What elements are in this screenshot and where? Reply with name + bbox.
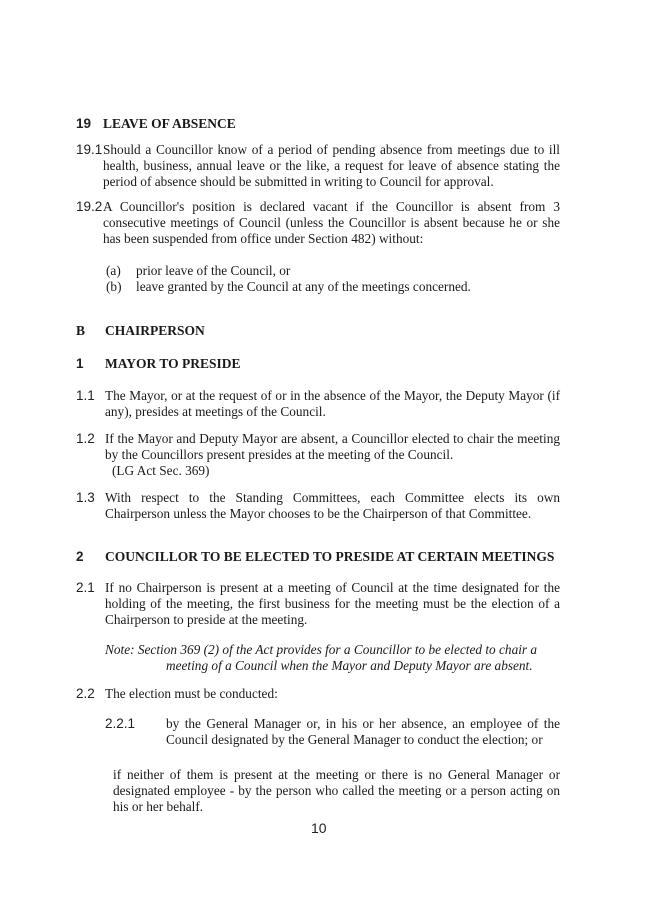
clause-text: If the Mayor and Deputy Mayor are absent, a Councillor elected to chair the meeting by the Councillors present presides at the meeting of the Council. (105, 431, 560, 462)
part-heading: CHAIRPERSON (105, 323, 205, 338)
subitem-label: (a) (106, 263, 121, 278)
clause-text: A Councillor's position is declared vacant if the Councillor is absent from 3 consecutive meetings of Council (unless the Councillor is absent because he or she has been suspended from office under Section 482) without: (103, 199, 560, 246)
subitem-label: (b) (106, 279, 122, 294)
section-heading: LEAVE OF ABSENCE (103, 116, 236, 131)
clause-number: 2.2 (76, 686, 95, 701)
clause-number: 1.3 (76, 490, 95, 505)
clause-number: 19.1 (76, 142, 103, 157)
page-number: 10 (311, 820, 327, 836)
continuation-text: if neither of them is present at the meeting or there is no General Manager or designated employee - by the person who called the meeting or a person acting on his or her behalf. (113, 767, 560, 814)
clause-number: 19.2 (76, 199, 103, 214)
clause-text: If no Chairperson is present at a meeting of Council at the time designated for the holding of the meeting, the first business for the meeting must be the election of a Chairperson to preside at the meeting. (105, 580, 560, 627)
section-number: 2 (76, 549, 84, 564)
section-number: 19 (76, 116, 92, 131)
clause-number: 1.1 (76, 388, 95, 403)
legal-reference: (LG Act Sec. 369) (112, 463, 210, 478)
clause-number: 2.1 (76, 580, 95, 595)
subclause-text: by the General Manager or, in his or her absence, an employee of the Council designated by the General Manager to conduct the election; or (166, 716, 560, 747)
clause-text: With respect to the Standing Committees, each Committee elects its own Chairperson unless the Mayor chooses to be the Chairperson of that Committee. (105, 490, 560, 521)
clause-text: The Mayor, or at the request of or in the absence of the Mayor, the Deputy Mayor (if any), presides at meetings of the Council. (105, 388, 560, 419)
note-line: Note: Section 369 (2) of the Act provides for a Councillor to be elected to chair a (105, 642, 538, 657)
clause-text: The election must be conducted: (105, 686, 278, 701)
section-heading: MAYOR TO PRESIDE (105, 356, 241, 371)
clause-text: Should a Councillor know of a period of pending absence from meetings due to ill health, business, annual leave or the like, a request for leave of absence stating the period of absence should be submitted in writing to Council for approval. (103, 142, 560, 189)
note-line: meeting of a Council when the Mayor and Deputy Mayor are absent. (166, 658, 533, 673)
subitem-text: leave granted by the Council at any of the meetings concerned. (136, 279, 471, 294)
part-letter: B (76, 323, 86, 338)
section-heading: COUNCILLOR TO BE ELECTED TO PRESIDE AT CERTAIN MEETINGS (105, 549, 555, 564)
subclause-number: 2.2.1 (105, 716, 136, 731)
clause-number: 1.2 (76, 431, 95, 446)
subitem-text: prior leave of the Council, or (136, 263, 291, 278)
section-number: 1 (76, 356, 84, 371)
